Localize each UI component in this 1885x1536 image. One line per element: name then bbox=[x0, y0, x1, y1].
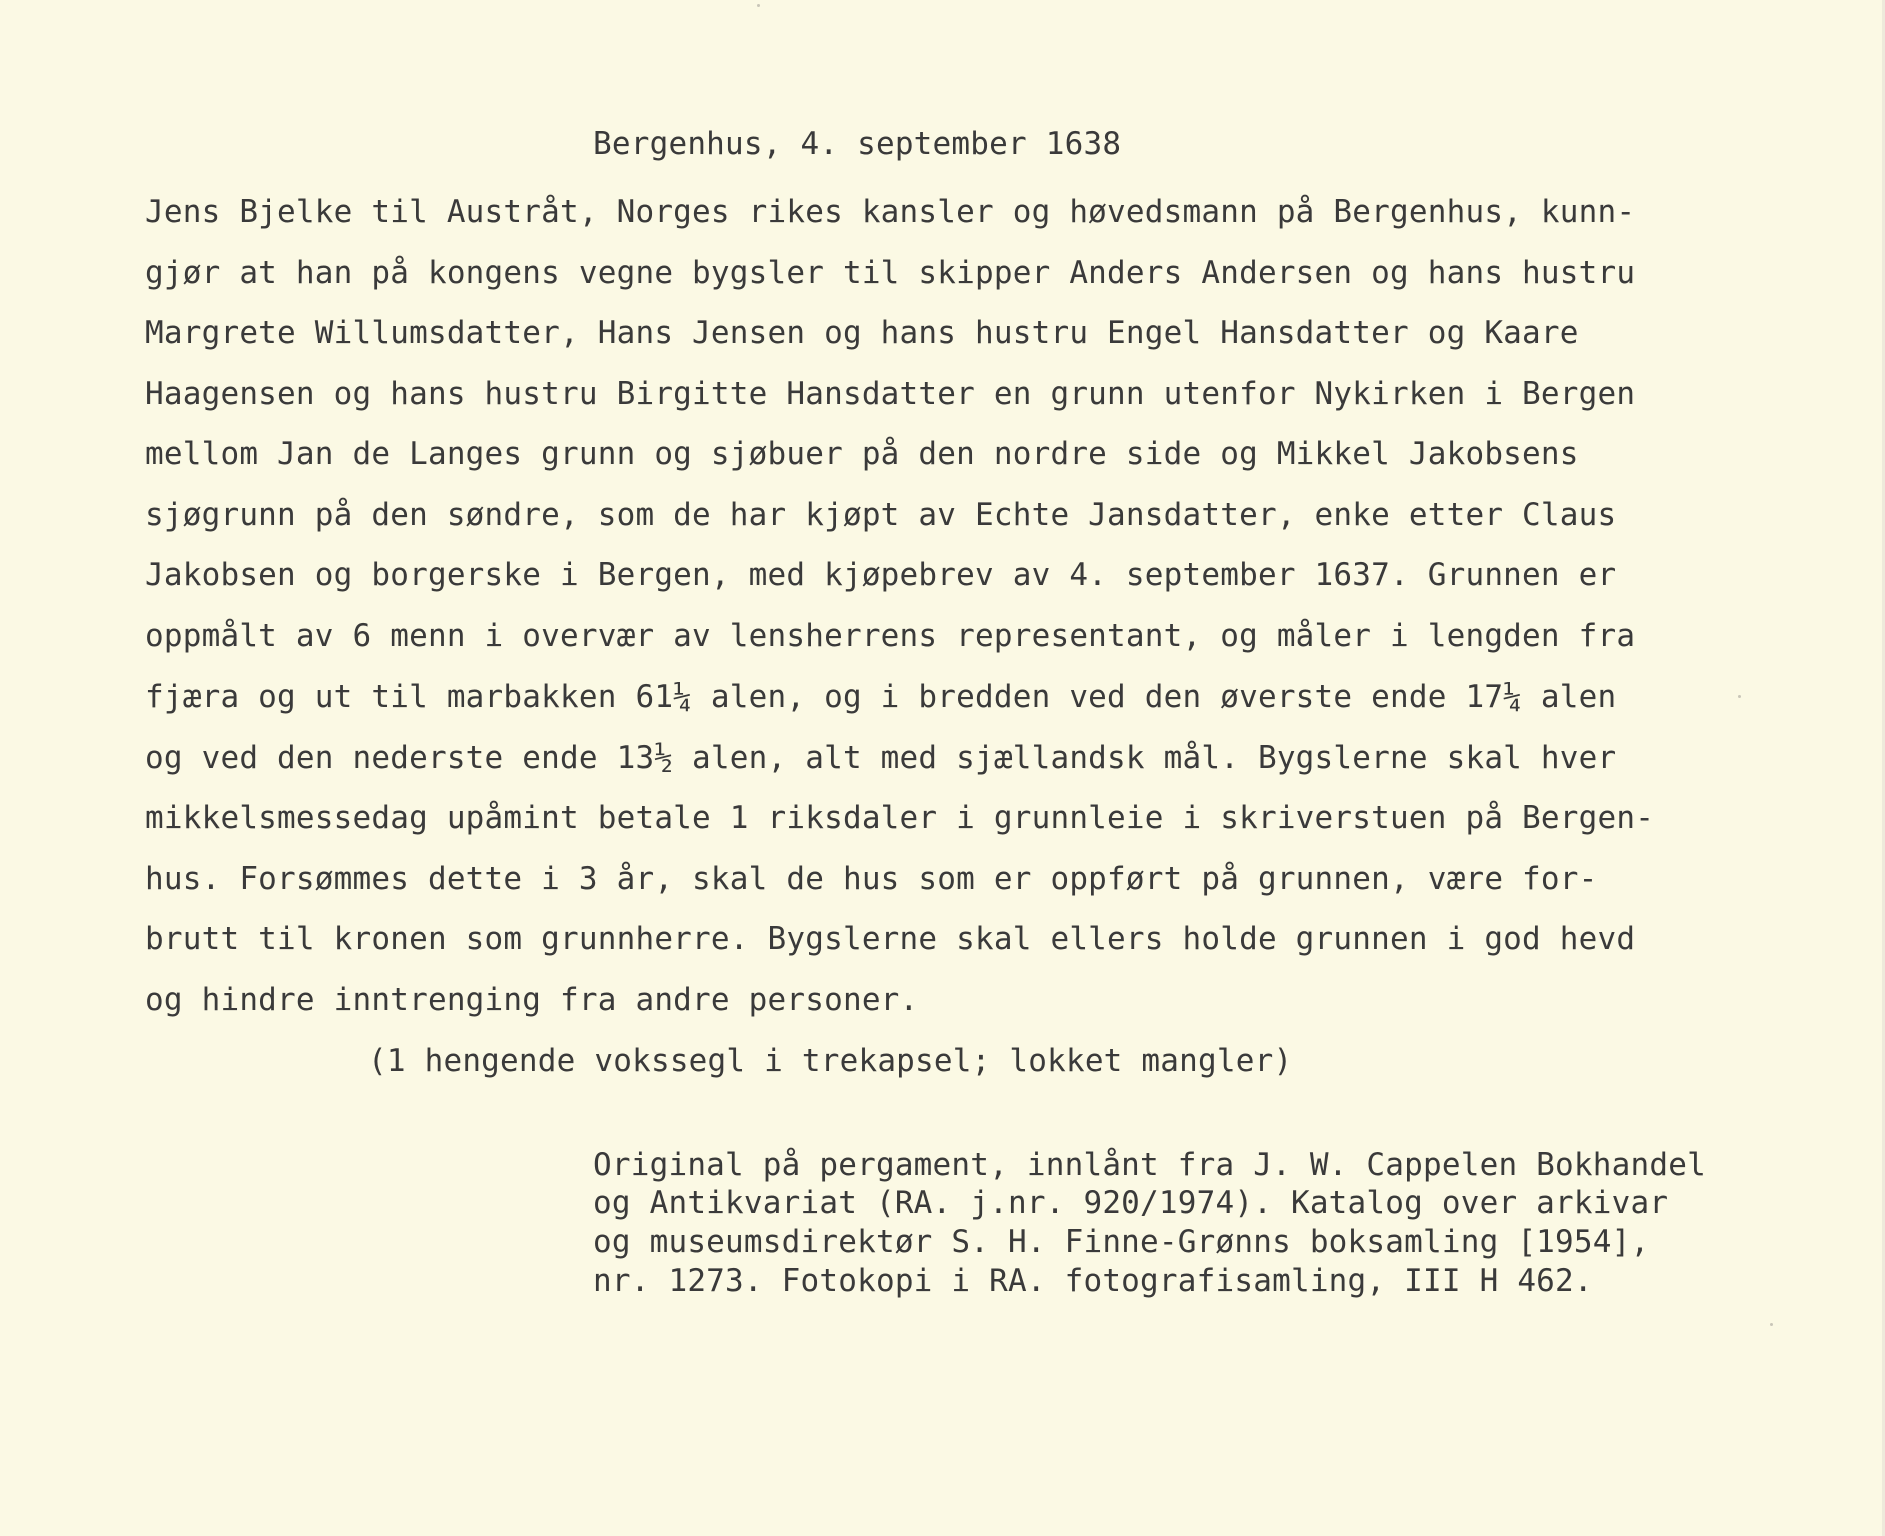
paper-speck bbox=[1738, 695, 1741, 698]
body-line-7: Jakobsen og borgerske i Bergen, med kjøpebrev av 4. september 1637. Grunnen er bbox=[145, 557, 1617, 593]
body-line-12: hus. Forsømmes dette i 3 år, skal de hus som er oppført på grunnen, være for- bbox=[145, 861, 1598, 897]
source-line-3: og museumsdirektør S. H. Finne-Grønns boksamling [1954], bbox=[593, 1224, 1650, 1260]
body-line-9: fjæra og ut til marbakken 61¼ alen, og i bredden ved den øverste ende 17¼ alen bbox=[145, 679, 1617, 715]
body-line-10: og ved den nederste ende 13½ alen, alt med sjællandsk mål. Bygslerne skal hver bbox=[145, 740, 1617, 776]
paper-speck bbox=[757, 4, 760, 7]
source-line-4: nr. 1273. Fotokopi i RA. fotografisamling, III H 462. bbox=[593, 1263, 1593, 1299]
source-line-2: og Antikvariat (RA. j.nr. 920/1974). Katalog over arkivar bbox=[593, 1185, 1669, 1221]
body-line-3: Margrete Willumsdatter, Hans Jensen og hans hustru Engel Hansdatter og Kaare bbox=[145, 315, 1579, 351]
body-line-8: oppmålt av 6 menn i overvær av lensherrens representant, og måler i lengden fra bbox=[145, 618, 1636, 654]
body-line-5: mellom Jan de Langes grunn og sjøbuer på den nordre side og Mikkel Jakobsens bbox=[145, 436, 1579, 472]
body-line-14: og hindre inntrenging fra andre personer. bbox=[145, 982, 919, 1018]
body-line-6: sjøgrunn på den søndre, som de har kjøpt av Echte Jansdatter, enke etter Claus bbox=[145, 497, 1617, 533]
paper-speck bbox=[1770, 1323, 1773, 1326]
body-line-1: Jens Bjelke til Austråt, Norges rikes kansler og høvedsmann på Bergenhus, kunn- bbox=[145, 194, 1636, 230]
source-line-1: Original på pergament, innlånt fra J. W. Cappelen Bokhandel bbox=[593, 1147, 1706, 1183]
seal-note: (1 hengende vokssegl i trekapsel; lokket mangler) bbox=[368, 1043, 1293, 1079]
body-line-4: Haagensen og hans hustru Birgitte Hansdatter en grunn utenfor Nykirken i Bergen bbox=[145, 376, 1636, 412]
body-line-2: gjør at han på kongens vegne bygsler til skipper Anders Andersen og hans hustru bbox=[145, 255, 1636, 291]
body-line-13: brutt til kronen som grunnherre. Bygslerne skal ellers holde grunnen i god hevd bbox=[145, 921, 1636, 957]
body-line-11: mikkelsmessedag upåmint betale 1 riksdaler i grunnleie i skriverstuen på Bergen- bbox=[145, 800, 1655, 836]
document-heading: Bergenhus, 4. september 1638 bbox=[593, 126, 1122, 162]
